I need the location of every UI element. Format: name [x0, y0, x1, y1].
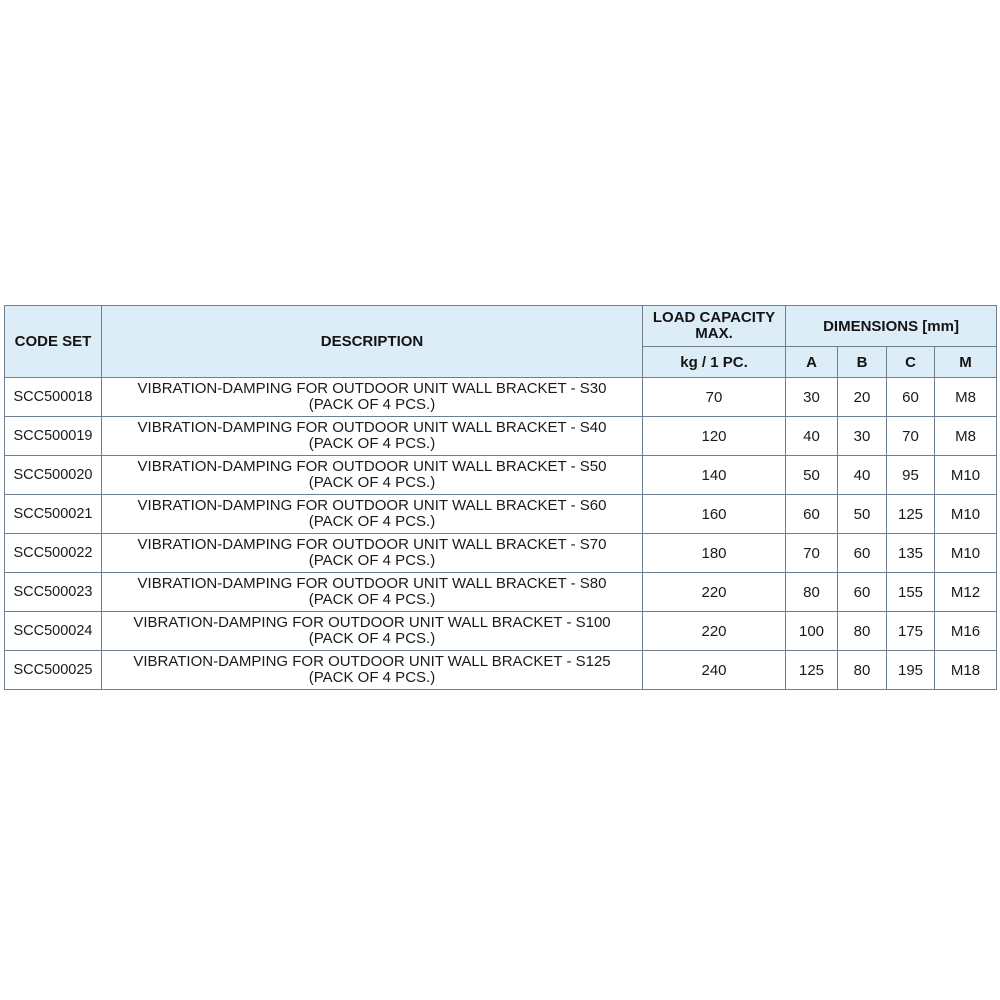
cell-dim-m: M18 — [935, 651, 997, 690]
cell-dim-m: M10 — [935, 456, 997, 495]
description-line-2: (PACK OF 4 PCS.) — [308, 513, 436, 530]
cell-load: 180 — [643, 534, 786, 573]
cell-dim-c: 125 — [887, 495, 935, 534]
description-line-2: (PACK OF 4 PCS.) — [308, 669, 436, 686]
header-load-unit: kg / 1 PC. — [643, 347, 786, 378]
description-line-1: VIBRATION-DAMPING FOR OUTDOOR UNIT WALL BRACKET - S60 — [137, 497, 607, 514]
description-line-1: VIBRATION-DAMPING FOR OUTDOOR UNIT WALL BRACKET - S50 — [137, 458, 607, 475]
table-row — [5, 378, 997, 417]
description-line-2: (PACK OF 4 PCS.) — [308, 396, 436, 413]
cell-load: 220 — [643, 612, 786, 651]
spec-table — [4, 305, 997, 690]
cell-load: 140 — [643, 456, 786, 495]
cell-load: 70 — [643, 378, 786, 417]
cell-load: 160 — [643, 495, 786, 534]
description-line-2: (PACK OF 4 PCS.) — [308, 474, 436, 491]
cell-code: SCC500024 — [5, 612, 102, 651]
header-load-capacity — [643, 306, 786, 347]
cell-dim-a: 30 — [786, 378, 838, 417]
description-line-1: VIBRATION-DAMPING FOR OUTDOOR UNIT WALL BRACKET - S40 — [137, 419, 607, 436]
cell-dim-a: 40 — [786, 417, 838, 456]
cell-dim-b: 80 — [838, 612, 887, 651]
description-line-1: VIBRATION-DAMPING FOR OUTDOOR UNIT WALL BRACKET - S70 — [137, 536, 607, 553]
description-line-1: VIBRATION-DAMPING FOR OUTDOOR UNIT WALL BRACKET - S100 — [133, 614, 611, 631]
cell-dim-b: 40 — [838, 456, 887, 495]
cell-dim-a: 70 — [786, 534, 838, 573]
cell-code: SCC500022 — [5, 534, 102, 573]
description-line-2: (PACK OF 4 PCS.) — [308, 552, 436, 569]
cell-code: SCC500025 — [5, 651, 102, 690]
cell-dim-b: 80 — [838, 651, 887, 690]
header-load-capacity-line2: MAX. — [695, 325, 733, 342]
cell-dim-c: 195 — [887, 651, 935, 690]
cell-dim-a: 60 — [786, 495, 838, 534]
cell-dim-m: M12 — [935, 573, 997, 612]
cell-dim-b: 60 — [838, 534, 887, 573]
cell-dim-b: 20 — [838, 378, 887, 417]
table-row — [5, 495, 997, 534]
table-row — [5, 573, 997, 612]
header-code: CODE SET — [5, 306, 102, 378]
description-line-1: VIBRATION-DAMPING FOR OUTDOOR UNIT WALL BRACKET - S125 — [133, 653, 611, 670]
cell-description — [102, 573, 643, 612]
cell-dim-c: 60 — [887, 378, 935, 417]
header-dim-m: M — [935, 347, 997, 378]
cell-load: 120 — [643, 417, 786, 456]
cell-description — [102, 495, 643, 534]
description-line-2: (PACK OF 4 PCS.) — [308, 435, 436, 452]
cell-dim-a: 100 — [786, 612, 838, 651]
cell-dim-m: M10 — [935, 495, 997, 534]
cell-description — [102, 378, 643, 417]
header-dim-c: C — [887, 347, 935, 378]
cell-description — [102, 651, 643, 690]
table-row — [5, 417, 997, 456]
cell-code: SCC500021 — [5, 495, 102, 534]
cell-dim-m: M8 — [935, 378, 997, 417]
header-dimensions: DIMENSIONS [mm] — [786, 306, 997, 347]
table-row — [5, 456, 997, 495]
table-row — [5, 612, 997, 651]
cell-code: SCC500018 — [5, 378, 102, 417]
table-header — [5, 306, 997, 378]
header-dim-a: A — [786, 347, 838, 378]
cell-dim-c: 175 — [887, 612, 935, 651]
description-line-2: (PACK OF 4 PCS.) — [308, 630, 436, 647]
cell-code: SCC500020 — [5, 456, 102, 495]
cell-dim-c: 95 — [887, 456, 935, 495]
cell-dim-b: 50 — [838, 495, 887, 534]
cell-description — [102, 417, 643, 456]
cell-load: 240 — [643, 651, 786, 690]
table-body — [5, 378, 997, 690]
cell-dim-c: 155 — [887, 573, 935, 612]
cell-dim-m: M10 — [935, 534, 997, 573]
description-line-1: VIBRATION-DAMPING FOR OUTDOOR UNIT WALL BRACKET - S30 — [137, 380, 607, 397]
cell-description — [102, 534, 643, 573]
cell-code: SCC500019 — [5, 417, 102, 456]
cell-dim-m: M8 — [935, 417, 997, 456]
cell-dim-a: 125 — [786, 651, 838, 690]
header-description: DESCRIPTION — [102, 306, 643, 378]
description-line-1: VIBRATION-DAMPING FOR OUTDOOR UNIT WALL BRACKET - S80 — [137, 575, 607, 592]
description-line-2: (PACK OF 4 PCS.) — [308, 591, 436, 608]
header-row-1 — [5, 306, 997, 347]
cell-dim-a: 80 — [786, 573, 838, 612]
cell-dim-c: 135 — [887, 534, 935, 573]
cell-dim-c: 70 — [887, 417, 935, 456]
cell-dim-b: 30 — [838, 417, 887, 456]
header-load-capacity-line1: LOAD CAPACITY — [652, 309, 776, 326]
cell-load: 220 — [643, 573, 786, 612]
header-dim-b: B — [838, 347, 887, 378]
cell-dim-b: 60 — [838, 573, 887, 612]
cell-description — [102, 612, 643, 651]
table-row — [5, 534, 997, 573]
cell-dim-m: M16 — [935, 612, 997, 651]
cell-code: SCC500023 — [5, 573, 102, 612]
table-row — [5, 651, 997, 690]
cell-description — [102, 456, 643, 495]
cell-dim-a: 50 — [786, 456, 838, 495]
